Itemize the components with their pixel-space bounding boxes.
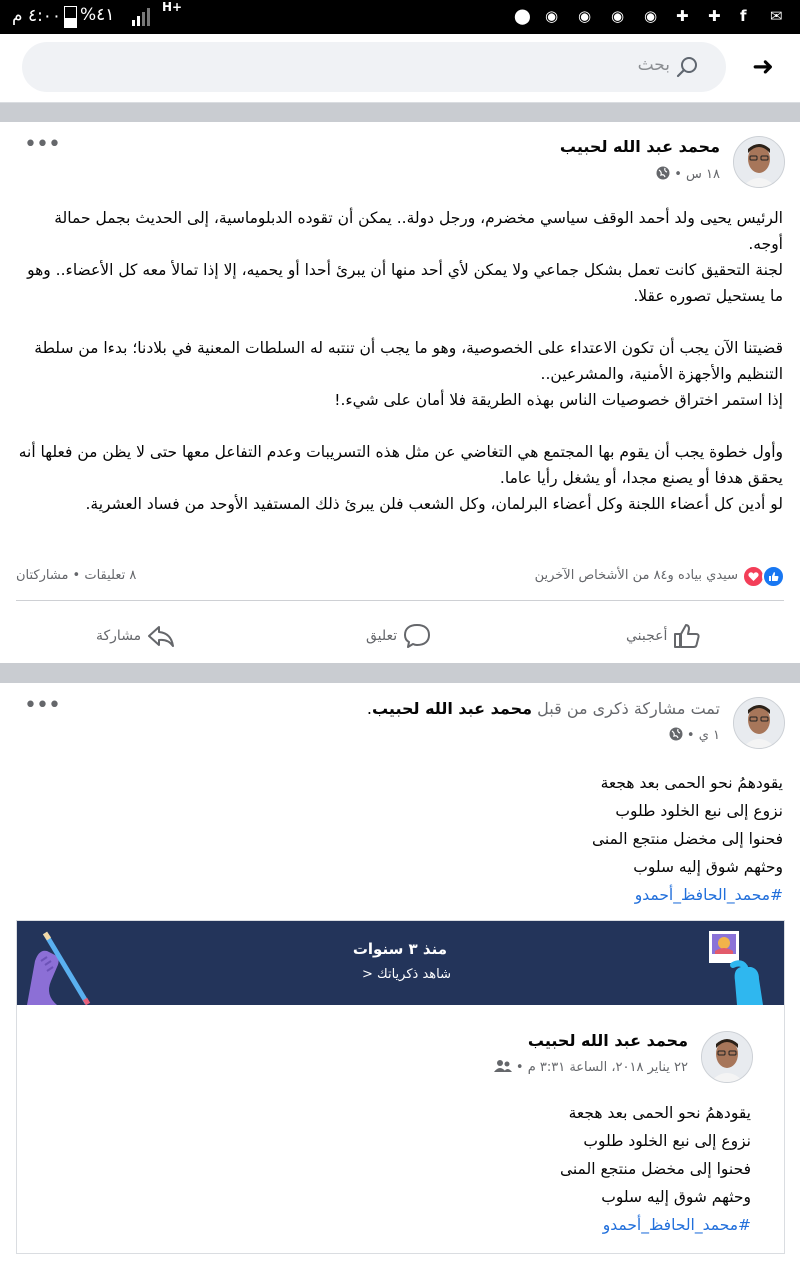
comments-shares-count[interactable]: ٨ تعليقات • مشاركتان (16, 568, 137, 583)
memory-title: منذ ٣ سنوات (352, 940, 447, 958)
post-text (18, 205, 783, 517)
avatar[interactable] (733, 697, 785, 749)
post-meta: ١ ي • (669, 727, 720, 743)
shared-post-text (297, 1099, 751, 1239)
search-icon (676, 55, 700, 79)
poem-line: يقودهمُ نحو الحمى بعد هجعة (600, 774, 783, 792)
post-author[interactable]: محمد عبد الله لحبيب (371, 699, 533, 718)
memory-post-card (0, 683, 800, 1280)
back-arrow-icon[interactable]: ➜ (752, 52, 774, 82)
shared-post-time[interactable]: ٢٢ يناير ٢٠١٨، الساعة ٣:٣١ م (527, 1060, 688, 1075)
avatar-image (734, 698, 784, 748)
avatar-image (702, 1032, 752, 1082)
friends-icon (494, 1059, 512, 1073)
post-paragraph: لو أدين كل أعضاء اللجنة وكل أعضاء البرلمان، وكل الشعب فلن يبرئ ذلك المستفيد الأوحد من فساد العشرية. (85, 495, 783, 513)
status-bar (0, 0, 800, 34)
facebook-icon: f (740, 7, 747, 25)
person-add-icon: ✚ (708, 7, 721, 25)
battery-icon (64, 6, 77, 28)
search-input[interactable] (22, 42, 726, 92)
like-button[interactable] (626, 622, 702, 650)
post-paragraph: الرئيس يحيى ولد أحمد الوقف سياسي مخضرم، ورجل دولة.. يمكن أن تقوده الدبلوماسية، إلى الحديث بجمل حمالة أوجه. (54, 209, 783, 253)
poem-line: وحثهم شوق إليه سلوب (601, 1188, 751, 1206)
notification-icon: ◉ (545, 7, 559, 25)
avatar-image (734, 137, 784, 187)
header-suffix: . (366, 699, 372, 718)
see-memories-label: شاهد ذكرياتك (377, 967, 451, 982)
post-text (300, 769, 783, 909)
globe-icon (656, 166, 670, 180)
post-paragraph (18, 413, 783, 439)
notification-icon: ⬤ (514, 7, 531, 25)
avatar[interactable] (701, 1031, 753, 1083)
shared-memory-prefix: تمت مشاركة ذكرى من قبل (537, 699, 720, 718)
search-placeholder: بحث (637, 55, 670, 75)
status-time: ٤:٠٠ م (12, 6, 62, 26)
see-memories-link[interactable] (362, 967, 451, 982)
chevron-left-icon: < (361, 967, 373, 982)
post-author[interactable]: محمد عبد الله لحبيب (559, 137, 720, 156)
more-options-icon[interactable]: ••• (24, 693, 60, 718)
shared-post-author[interactable]: محمد عبد الله لحبيب (527, 1031, 688, 1050)
signal-icon (132, 8, 154, 26)
globe-icon (669, 727, 683, 741)
like-reaction-icon (762, 565, 785, 588)
comment-button[interactable] (366, 622, 432, 650)
battery-percent: ٤١% (80, 5, 115, 25)
memory-attachment[interactable] (16, 920, 785, 1254)
pencil-hand-illustration (17, 921, 107, 1005)
post-meta: ١٨ س • (656, 166, 720, 182)
more-options-icon[interactable]: ••• (24, 132, 60, 157)
avatar[interactable] (733, 136, 785, 188)
post-time[interactable]: ١٨ س (686, 167, 720, 182)
like-label: أعجبني (626, 628, 668, 644)
post-card (0, 122, 800, 663)
poem-line: يقودهمُ نحو الحمى بعد هجعة (568, 1104, 751, 1122)
post-paragraph: إذا استمر اختراق خصوصيات الناس بهذه الطريقة فلا أمان على شيء.! (334, 391, 783, 409)
poem-line: نزوع إلى نبع الخلود طلوب (583, 1132, 751, 1150)
like-icon (672, 622, 702, 650)
search-header (0, 34, 800, 103)
post-header (367, 699, 720, 718)
poem-line: نزوع إلى نبع الخلود طلوب (615, 802, 783, 820)
share-button[interactable] (96, 622, 176, 650)
comment-icon (402, 622, 432, 650)
reactions-summary[interactable]: سيدي بياده و٨٤ من الأشخاص الآخرين (534, 568, 738, 583)
post-paragraph: وأول خطوة يجب أن يقوم بها المجتمع هي التغاضي عن مثل هذه التسريبات وعدم التفاعل معها حتى لا يظن من فعلها أنه يحقق هدفا أو يصنع مجدا، أو يشغل رأيا عاما. (18, 443, 783, 487)
poem-line: فحنوا إلى مخضل منتجع المنى (559, 1160, 751, 1178)
network-type: H+ (162, 0, 183, 14)
post-time[interactable]: ١ ي (698, 728, 720, 743)
notification-icon: ◉ (611, 7, 625, 25)
share-icon (146, 622, 176, 650)
post-paragraph (18, 309, 783, 335)
share-label: مشاركة (96, 628, 142, 644)
hashtag-link[interactable]: #محمد_الحافظ_أحمدو (634, 886, 783, 904)
comment-label: تعليق (366, 628, 398, 644)
memory-banner[interactable] (17, 921, 784, 1005)
mail-icon: ✉ (770, 7, 783, 25)
shared-post-meta: ٢٢ يناير ٢٠١٨، الساعة ٣:٣١ م • (494, 1059, 688, 1075)
person-add-icon: ✚ (676, 7, 689, 25)
post-paragraph: لجنة التحقيق كانت تعمل بشكل جماعي ولا يمكن لأي أحد منها أن يبرئ أحدا أو يحميه، إلا إذا تمالأ معه كل الأعضاء.. وهو ما يستحيل تصوره عقلا. (27, 261, 783, 305)
notification-icon: ◉ (578, 7, 592, 25)
hashtag-link[interactable]: #محمد_الحافظ_أحمدو (602, 1216, 751, 1234)
divider (16, 600, 784, 601)
poem-line: فحنوا إلى مخضل منتجع المنى (591, 830, 783, 848)
post-paragraph: قضيتنا الآن يجب أن تكون الاعتداء على الخصوصية، وهو ما يجب أن تنتبه له السلطات المعنية في بلادنا؛ بدءا من سلطة التنظيم والأجهزة الأمنية، والمشرعين.. (34, 339, 783, 383)
notification-icon: ◉ (644, 7, 658, 25)
poem-line: وحثهم شوق إليه سلوب (633, 858, 783, 876)
photo-hand-illustration (697, 921, 784, 1005)
